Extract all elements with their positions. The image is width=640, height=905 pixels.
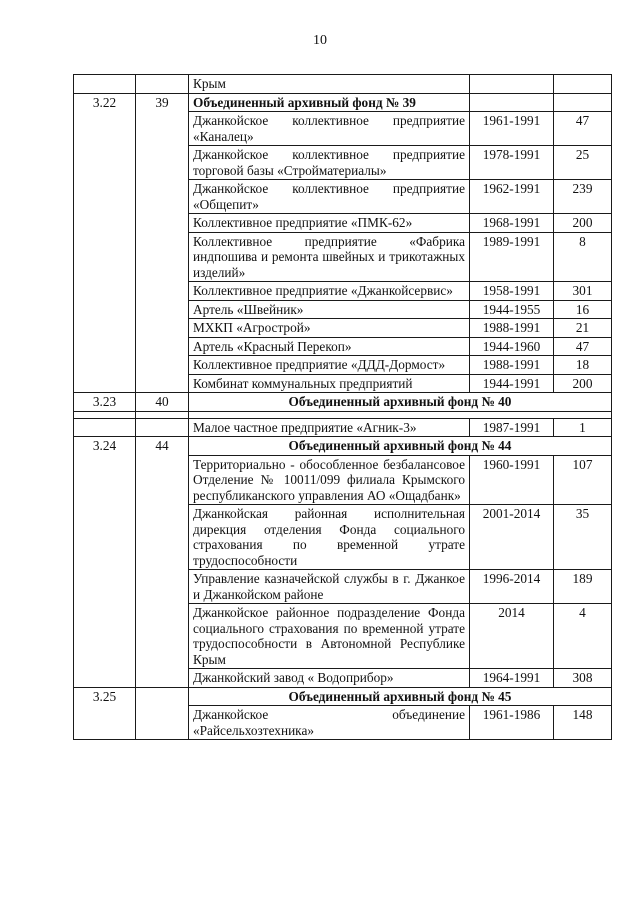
file-count-cell: 200 xyxy=(554,214,612,233)
years-cell: 1961-1986 xyxy=(470,706,554,740)
organization-name-cell: Крым xyxy=(189,75,470,94)
fond-title: Объединенный архивный фонд № 45 xyxy=(189,687,612,706)
years-cell: 1960-1991 xyxy=(470,455,554,505)
years-cell: 1962-1991 xyxy=(470,180,554,214)
organization-name-cell: Джанкойское коллективное предприятие «Каналец» xyxy=(189,112,470,146)
file-count-cell: 239 xyxy=(554,180,612,214)
organization-name-cell: Комбинат коммунальных предприятий xyxy=(189,374,470,393)
section-index-cell: 3.22 xyxy=(74,93,136,393)
years-cell: 2014 xyxy=(470,604,554,669)
years-cell: 1968-1991 xyxy=(470,214,554,233)
organization-name-cell: МХКП «Агрострой» xyxy=(189,319,470,338)
file-count-cell: 200 xyxy=(554,374,612,393)
years-cell: 1944-1960 xyxy=(470,337,554,356)
years-cell: 1958-1991 xyxy=(470,282,554,301)
years-cell: 1989-1991 xyxy=(470,232,554,282)
organization-name-cell: Джанкойский завод « Водоприбор» xyxy=(189,669,470,688)
file-count-cell: 16 xyxy=(554,300,612,319)
file-count-cell: 4 xyxy=(554,604,612,669)
file-count-cell: 47 xyxy=(554,112,612,146)
archive-fonds-table xyxy=(73,74,612,740)
file-count-cell xyxy=(554,75,612,94)
organization-name-cell: Управление казначейской службы в г. Джанкое и Джанкойском районе xyxy=(189,570,470,604)
years-cell xyxy=(470,75,554,94)
page-number: 10 xyxy=(313,33,327,48)
fond-title: Объединенный архивный фонд № 39 xyxy=(189,93,470,112)
file-count-cell: 107 xyxy=(554,455,612,505)
years-cell: 1944-1991 xyxy=(470,374,554,393)
years-cell: 1988-1991 xyxy=(470,319,554,338)
file-count-cell: 189 xyxy=(554,570,612,604)
organization-name-cell: Артель «Швейник» xyxy=(189,300,470,319)
fond-title-row xyxy=(74,393,612,412)
years-cell xyxy=(470,93,554,112)
years-cell: 1944-1955 xyxy=(470,300,554,319)
organization-name-cell: Территориально - обособленное безбалансовое Отделение № 10011/099 филиала Крымского республиканского управления АО «Ощадбанк» xyxy=(189,455,470,505)
file-count-cell: 1 xyxy=(554,418,612,437)
table-row xyxy=(74,418,612,437)
organization-name-cell: Коллективное предприятие «ДДД-Дормост» xyxy=(189,356,470,375)
organization-name-cell: Малое частное предприятие «Агник-3» xyxy=(189,418,470,437)
years-cell: 2001-2014 xyxy=(470,505,554,570)
file-count-cell: 25 xyxy=(554,146,612,180)
file-count-cell: 21 xyxy=(554,319,612,338)
organization-name-cell: Джанкойское коллективное предприятие «Общепит» xyxy=(189,180,470,214)
years-cell: 1996-2014 xyxy=(470,570,554,604)
years-cell: 1988-1991 xyxy=(470,356,554,375)
section-index-cell: 3.23 xyxy=(74,393,136,412)
organization-name-cell: Артель «Красный Перекоп» xyxy=(189,337,470,356)
file-count-cell: 18 xyxy=(554,356,612,375)
continuation-row xyxy=(74,75,612,94)
years-cell: 1987-1991 xyxy=(470,418,554,437)
file-count-cell: 308 xyxy=(554,669,612,688)
fond-number-cell xyxy=(136,418,189,437)
blank-cell xyxy=(189,411,612,418)
blank-cell xyxy=(136,411,189,418)
fond-title-row xyxy=(74,93,612,112)
fond-number-cell xyxy=(136,687,189,740)
organization-name-cell: Джанкойское объединение «Райсельхозтехника» xyxy=(189,706,470,740)
file-count-cell: 35 xyxy=(554,505,612,570)
years-cell: 1964-1991 xyxy=(470,669,554,688)
fond-title: Объединенный архивный фонд № 40 xyxy=(189,393,612,412)
fond-number-cell: 40 xyxy=(136,393,189,412)
organization-name-cell: Джанкойская районная исполнительная дирекция отделения Фонда социального страхования по временной утрате трудоспособности xyxy=(189,505,470,570)
fond-number-cell: 44 xyxy=(136,437,189,688)
blank-cell xyxy=(74,411,136,418)
fond-title-row xyxy=(74,437,612,456)
file-count-cell: 301 xyxy=(554,282,612,301)
file-count-cell xyxy=(554,93,612,112)
organization-name-cell: Коллективное предприятие «ПМК-62» xyxy=(189,214,470,233)
file-count-cell: 47 xyxy=(554,337,612,356)
organization-name-cell: Коллективное предприятие «Джанкойсервис» xyxy=(189,282,470,301)
organization-name-cell: Джанкойское коллективное предприятие торговой базы «Стройматериалы» xyxy=(189,146,470,180)
section-index-cell xyxy=(74,418,136,437)
section-index-cell xyxy=(74,75,136,94)
fond-title: Объединенный архивный фонд № 44 xyxy=(189,437,612,456)
fond-title-row xyxy=(74,687,612,706)
section-index-cell: 3.24 xyxy=(74,437,136,688)
organization-name-cell: Коллективное предприятие «Фабрика индпошива и ремонта швейных и трикотажных изделий» xyxy=(189,232,470,282)
section-index-cell: 3.25 xyxy=(74,687,136,740)
years-cell: 1978-1991 xyxy=(470,146,554,180)
file-count-cell: 8 xyxy=(554,232,612,282)
file-count-cell: 148 xyxy=(554,706,612,740)
spacer-row xyxy=(74,411,612,418)
fond-number-cell: 39 xyxy=(136,93,189,393)
organization-name-cell: Джанкойское районное подразделение Фонда социального страхования по временной утрате трудоспособности в Автономной Республике Крым xyxy=(189,604,470,669)
fond-number-cell xyxy=(136,75,189,94)
years-cell: 1961-1991 xyxy=(470,112,554,146)
